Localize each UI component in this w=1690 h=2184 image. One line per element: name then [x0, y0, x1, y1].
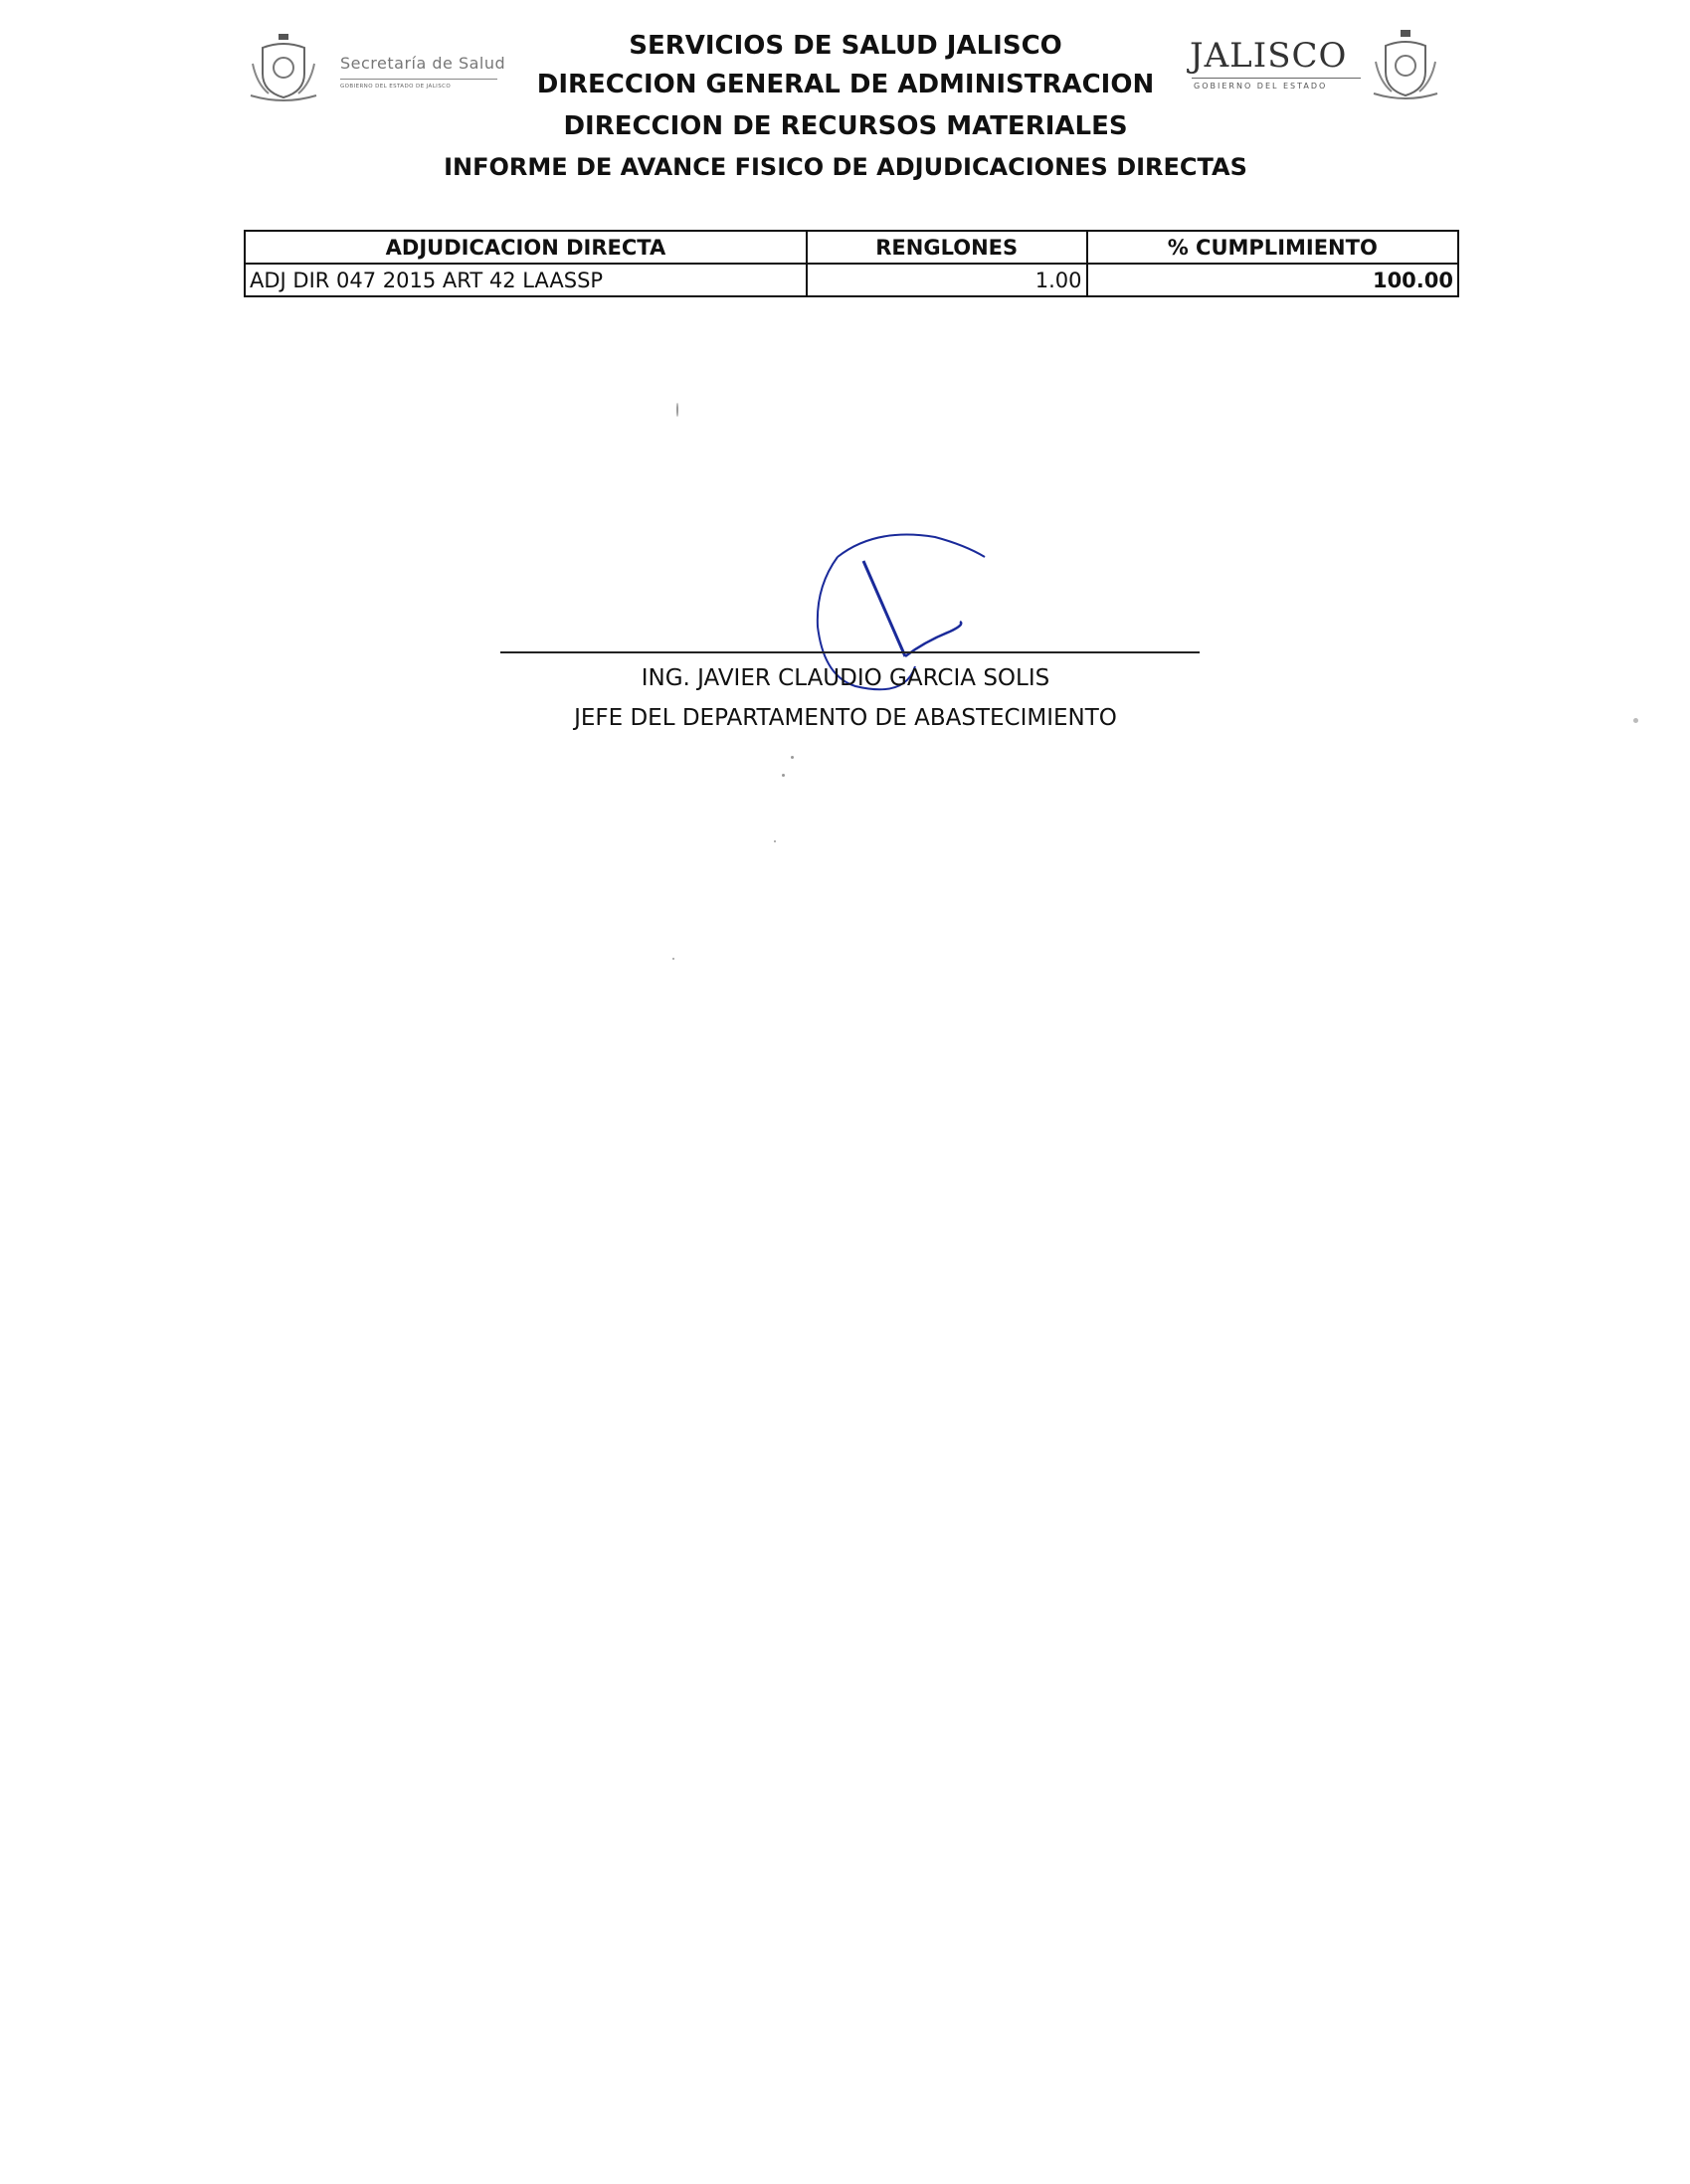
scan-speck: [774, 840, 776, 842]
scan-speck: [791, 756, 794, 759]
cell-adjudicacion: ADJ DIR 047 2015 ART 42 LAASSP: [245, 264, 807, 296]
scan-speck: [676, 403, 678, 417]
adjudicaciones-table: [244, 230, 1459, 297]
coat-of-arms-icon: [249, 34, 318, 103]
logo-right-name: JALISCO: [1190, 36, 1348, 76]
signatory-role: JEFE DEL DEPARTAMENTO DE ABASTECIMIENTO: [574, 705, 1117, 731]
column-header-renglones: RENGLONES: [807, 231, 1087, 264]
cell-renglones: 1.00: [807, 264, 1087, 296]
jalisco-logo: [1190, 30, 1438, 101]
table-row: [245, 264, 1458, 296]
cell-cumplimiento: 100.00: [1087, 264, 1458, 296]
scan-speck: [782, 774, 785, 777]
table-header-row: [245, 231, 1458, 264]
column-header-adjudicacion: ADJUDICACION DIRECTA: [245, 231, 807, 264]
signatory-name: ING. JAVIER CLAUDIO GARCIA SOLIS: [641, 665, 1050, 691]
title-line-1: SERVICIOS DE SALUD JALISCO: [629, 31, 1062, 61]
scan-speck: [672, 958, 674, 960]
title-line-2: DIRECCION GENERAL DE ADMINISTRACION: [536, 70, 1155, 99]
title-line-3: DIRECCION DE RECURSOS MATERIALES: [563, 111, 1128, 141]
signature-line: [500, 651, 1200, 653]
coat-of-arms-icon: [1373, 30, 1438, 101]
logo-left-name: Secretaría de Salud: [340, 54, 506, 73]
title-line-4: INFORME DE AVANCE FISICO DE ADJUDICACIONES DIRECTAS: [444, 153, 1247, 181]
logo-left-subtitle: GOBIERNO DEL ESTADO DE JALISCO: [340, 84, 452, 90]
column-header-cumplimiento: % CUMPLIMIENTO: [1087, 231, 1458, 264]
scan-speck: [1633, 718, 1638, 723]
logo-right-subtitle: GOBIERNO DEL ESTADO: [1194, 82, 1328, 91]
logo-right-rule: [1192, 78, 1361, 79]
